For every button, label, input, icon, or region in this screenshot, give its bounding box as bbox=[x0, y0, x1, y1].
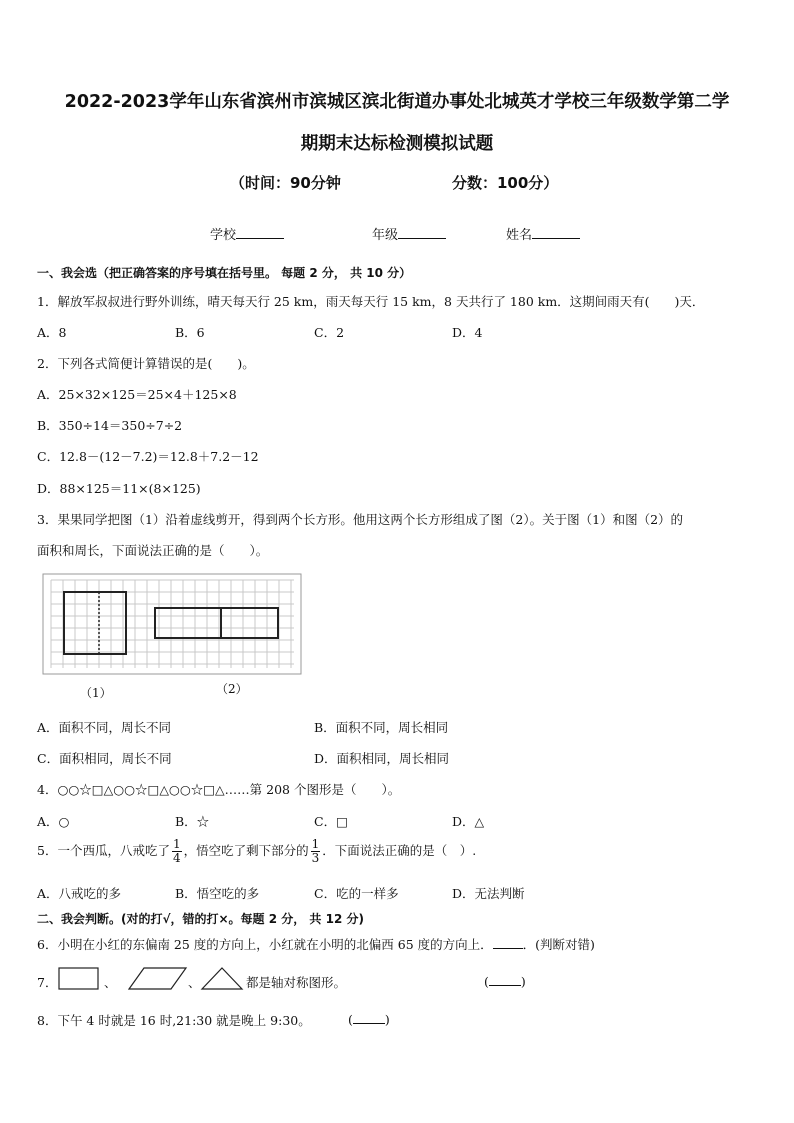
q4-option-b: B．☆ bbox=[175, 814, 210, 829]
q2-option-b: B．350÷14＝350÷7÷2 bbox=[37, 418, 183, 433]
q4-option-d: D．△ bbox=[452, 814, 485, 829]
q3-grid-figure bbox=[42, 568, 304, 678]
grade-field: 年级 bbox=[372, 224, 446, 243]
section1-heading: 一、我会选（把正确答案的序号填在括号里。 每题 2 分， 共 10 分） bbox=[37, 266, 412, 280]
school-field: 学校 bbox=[210, 224, 284, 243]
q5-option-a: A．八戒吃的多 bbox=[37, 886, 122, 901]
q7-text: 都是轴对称图形。 bbox=[246, 975, 347, 990]
page-title-line1: 2022-2023学年山东省滨州市滨城区滨北街道办事处北城英才学校三年级数学第二学 bbox=[64, 92, 730, 112]
q5-stem: 5．一个西瓜，八戒吃了 $\frac{1}{4}$ ，悟空吃了剩下部分的 $\frac{1}{3}$ ．下面说法正确的是（ ）. bbox=[37, 837, 477, 865]
q5-option-d: D．无法判断 bbox=[452, 886, 525, 901]
q3-stem-line1: 3．果果同学把图（1）沿着虚线剪开，得到两个长方形。他用这两个长方形组成了图（2）。关于图（1）和图（2）的 bbox=[37, 512, 684, 527]
fraction-one-third: $\frac{1}{3}$ bbox=[311, 837, 320, 865]
q1-stem: 1．解放军叔叔进行野外训练，晴天每天行 25 km，雨天每天行 15 km，8 天共行了 180 km．这期间雨天有( )天． bbox=[37, 294, 705, 309]
q3-fig1-label: （1） bbox=[80, 686, 112, 700]
score-label: 分数：100分） bbox=[452, 174, 559, 192]
parallelogram-shape bbox=[128, 966, 188, 992]
q1-option-b: B．6 bbox=[175, 325, 205, 340]
page-title-line2: 期期末达标检测模拟试题 bbox=[300, 134, 494, 154]
q6-text: 6．小明在小红的东偏南 25 度的方向上，小红就在小明的北偏西 65 度的方向上． ．(判断对错) bbox=[37, 937, 595, 952]
q3-option-c: C．面积相同，周长不同 bbox=[37, 751, 172, 766]
section2-heading: 二、我会判断。(对的打√，错的打×。每题 2 分， 共 12 分) bbox=[37, 912, 364, 926]
q8-answer-blank[interactable]: ( ) bbox=[348, 1012, 390, 1027]
q2-option-a: A．25×32×125＝25×4＋125×8 bbox=[37, 387, 237, 402]
q2-option-d: D．88×125＝11×(8×125) bbox=[37, 481, 201, 496]
q5-option-b: B．悟空吃的多 bbox=[175, 886, 260, 901]
q4-option-a: A．○ bbox=[37, 814, 70, 829]
q3-option-a: A．面积不同，周长不同 bbox=[37, 720, 172, 735]
name-field: 姓名 bbox=[506, 224, 580, 243]
figure2-rectangles bbox=[155, 608, 278, 638]
q3-option-d: D．面积相同，周长相同 bbox=[314, 751, 450, 766]
q7-answer-blank[interactable]: ( ) bbox=[484, 974, 526, 989]
time-label: （时间：90分钟 bbox=[230, 174, 341, 192]
q3-fig2-label: （2） bbox=[216, 682, 248, 696]
rectangle-shape bbox=[58, 966, 100, 992]
q8-text: 8．下午 4 时就是 16 时,21:30 就是晚上 9:30。 bbox=[37, 1013, 311, 1028]
q4-option-c: C．□ bbox=[314, 814, 348, 829]
q7-sep1: 、 bbox=[104, 975, 117, 990]
q2-option-c: C．12.8－(12－7.2)＝12.8＋7.2－12 bbox=[37, 449, 259, 464]
q1-option-d: D．4 bbox=[452, 325, 483, 340]
q1-option-c: C．2 bbox=[314, 325, 345, 340]
figure1-square bbox=[64, 592, 126, 654]
fraction-one-quarter: $\frac{1}{4}$ bbox=[172, 837, 181, 865]
triangle-shape bbox=[200, 966, 244, 992]
q7-num: 7． bbox=[37, 975, 58, 990]
q5-option-c: C．吃的一样多 bbox=[314, 886, 399, 901]
q3-stem-line2: 面积和周长，下面说法正确的是（ ）。 bbox=[37, 543, 269, 558]
q7-sep2: 、 bbox=[188, 975, 201, 990]
q2-stem: 2．下列各式简便计算错误的是( )。 bbox=[37, 356, 255, 371]
q3-option-b: B．面积不同，周长相同 bbox=[314, 720, 449, 735]
q4-stem: 4．○○☆□△○○☆□△○○☆□△……第 208 个图形是（ ）。 bbox=[37, 782, 401, 797]
q1-option-a: A．8 bbox=[37, 325, 67, 340]
